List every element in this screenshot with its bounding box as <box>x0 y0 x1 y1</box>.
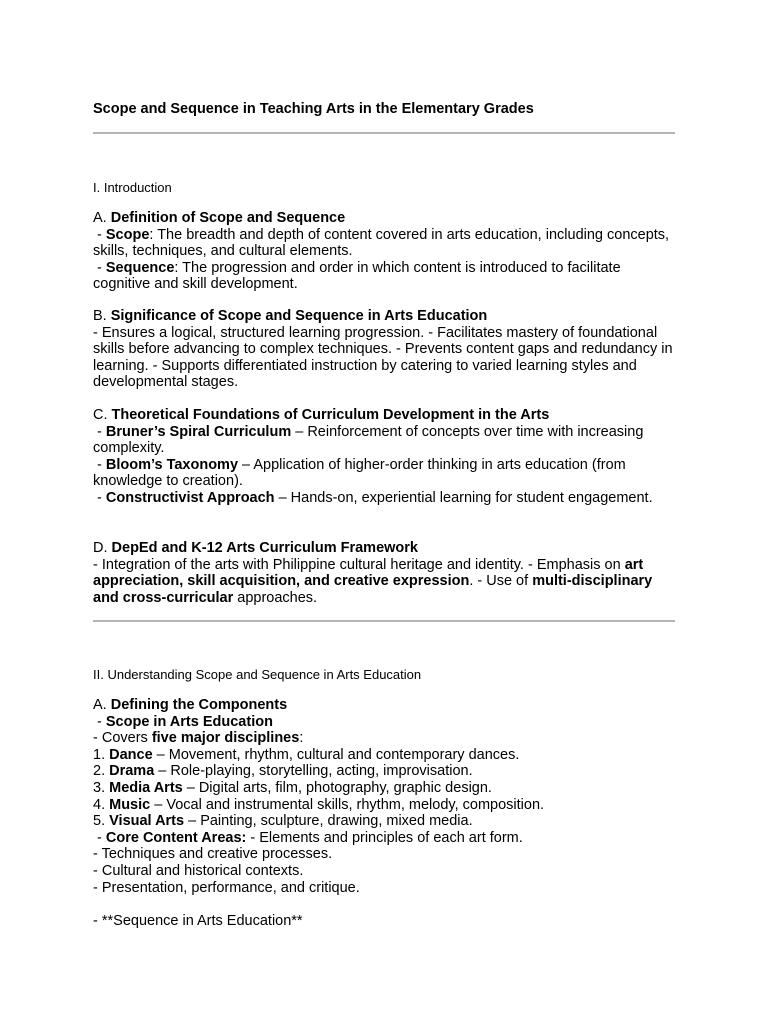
list-item: - Techniques and creative processes. <box>93 846 333 863</box>
list-item: - Cultural and historical contexts. <box>93 862 304 879</box>
subsection-title: Defining the Components <box>110 697 288 713</box>
subsection-definition: A. Definition of Scope and Sequence - Scope: The breadth and depth of content covered in arts education, including concepts, skills, techniques, and cultural elements. - Sequence: The progression and order in which content is introduced to facilitate cognitive and skill development. <box>93 210 670 293</box>
list-item: 1. Dance – Movement, rhythm, cultural and contemporary dances. <box>93 746 520 763</box>
list-item: - Presentation, performance, and critique. <box>93 879 360 896</box>
section-heading-understanding: II. Understanding Scope and Sequence in Arts Education <box>93 667 422 682</box>
subsection-title: DepEd and K-12 Arts Curriculum Framework <box>111 540 418 556</box>
subsection-title: Definition of Scope and Sequence <box>110 210 346 226</box>
subsection-defining-components: A. Defining the Components - Scope in Arts Education - Covers five major disciplines: 1. Dance – Movement, rhythm, cultural and contemporary dances. 2. Drama – Role-playing, storytelling, acting, improvisation. 3. Media Arts – Digital arts, film, photography, graphic design. 4. Music – Vocal and instrumental skills, rhythm, melody, composition. 5. Visual Arts – Painting, sculpture, drawing, mixed media. - Core Content Areas: - Elements and principles of each art form. - Techniques and creative processes. - Cultural and historical contexts. - Presentation, performance, and critique. <box>93 697 678 896</box>
list-item: 4. Music – Vocal and instrumental skills, rhythm, melody, composition. <box>93 796 545 813</box>
document-title: Scope and Sequence in Teaching Arts in the Elementary Grades <box>93 101 534 117</box>
subsection-deped-framework: D. DepEd and K-12 Arts Curriculum Framework - Integration of the arts with Philippine cultural heritage and identity. - Emphasis on art appreciation, skill acquisition, and creative expression. - Use of multi-disciplinary and cross-curricular approaches. <box>93 540 678 606</box>
sequence-line: - **Sequence in Arts Education** <box>93 913 303 929</box>
subsection-significance: B. Significance of Scope and Sequence in Arts Education - Ensures a logical, structured learning progression. - Facilitates mastery of foundational skills before advancing to complex techniques. - Prevents content gaps and redundancy in learning. - Supports differentiated instruction by catering to varied learning styles and developmental stages. <box>93 308 678 391</box>
list-item: - Bruner’s Spiral Curriculum – Reinforcement of concepts over time with increasing complexity. <box>93 423 644 457</box>
paragraph: - Integration of the arts with Philippine cultural heritage and identity. - Emphasis on art appreciation, skill acquisition, and creative expression. - Use of multi-disciplinary and cross-curricular approaches. <box>93 556 653 606</box>
horizontal-rule <box>93 620 675 622</box>
list-item: - Constructivist Approach – Hands-on, experiential learning for student engagement. <box>93 489 653 506</box>
horizontal-rule <box>93 132 675 134</box>
subsection-title: Theoretical Foundations of Curriculum Development in the Arts <box>111 407 550 423</box>
list-item: 3. Media Arts – Digital arts, film, photography, graphic design. <box>93 779 492 796</box>
list-item: 5. Visual Arts – Painting, sculpture, drawing, mixed media. <box>93 813 473 830</box>
list-item: 2. Drama – Role-playing, storytelling, acting, improvisation. <box>93 763 473 780</box>
subsection-theoretical-foundations: C. Theoretical Foundations of Curriculum Development in the Arts - Bruner’s Spiral Curriculum – Reinforcement of concepts over time with increasing complexity. - Bloom’s Taxonomy – Application of higher-order thinking in arts education (from knowledge to creation). - Constructivist Approach – Hands-on, experiential learning for student engagement. <box>93 407 678 507</box>
paragraph: - Ensures a logical, structured learning progression. - Facilitates mastery of foundational skills before advancing to complex techniques. - Prevents content gaps and redundancy in learning. - Supports differentiated instruction by catering to varied learning styles and developmental stages. <box>93 324 673 391</box>
list-item: - Bloom’s Taxonomy – Application of higher-order thinking in arts education (from knowledge to creation). <box>93 456 626 490</box>
subsection-title: Significance of Scope and Sequence in Arts Education <box>110 308 488 324</box>
section-heading-introduction: I. Introduction <box>93 180 172 195</box>
